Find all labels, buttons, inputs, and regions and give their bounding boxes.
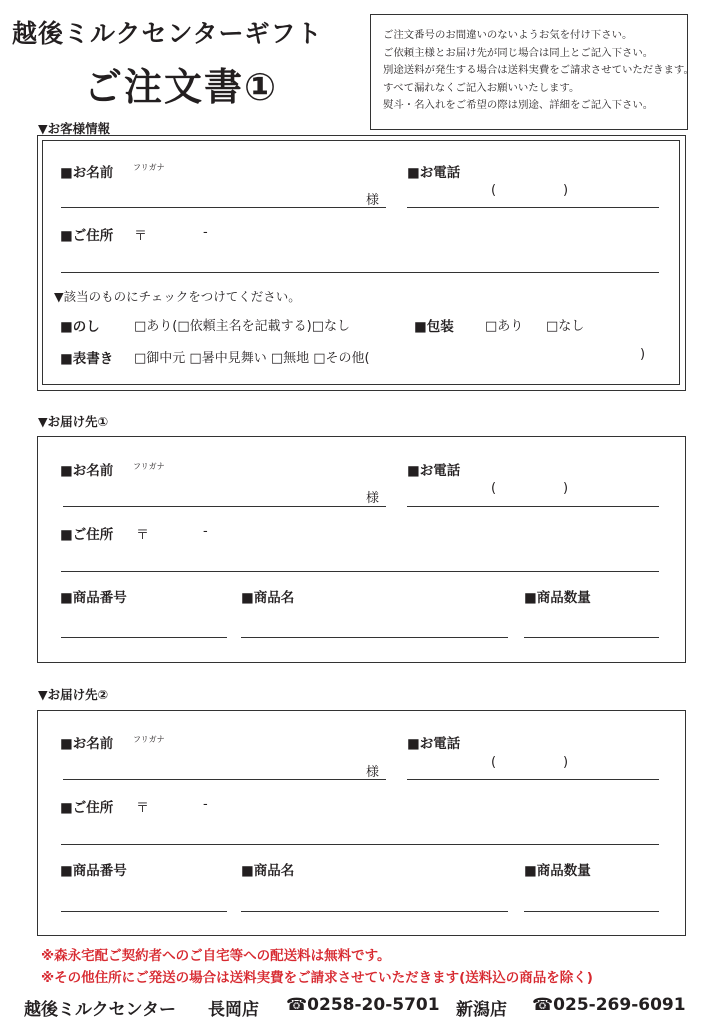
footer-phone-nagaoka: ☎0258-20-5701 — [286, 995, 440, 1015]
notice-line: 熨斗・名入れをご希望の際は別途、詳細をご記入下さい。 — [383, 99, 654, 112]
delivery1-phone-label: ■お電話 — [407, 463, 461, 479]
delivery2-product-no-label: ■商品番号 — [60, 863, 127, 879]
delivery1-product-no-label: ■商品番号 — [60, 590, 127, 606]
delivery2-sama: 様 — [366, 765, 380, 780]
omote-options[interactable]: □御中元 □暑中見舞い □無地 □その他( — [134, 351, 370, 366]
delivery2-name-field[interactable] — [63, 779, 386, 780]
customer-name-label: ■お名前 — [60, 165, 114, 181]
customer-postal-dash: - — [203, 225, 208, 240]
delivery1-address-field[interactable] — [61, 571, 659, 572]
customer-address-field[interactable] — [61, 272, 659, 273]
notice-box — [370, 14, 694, 130]
delivery1-heading: ▼お届け先① — [38, 414, 109, 429]
delivery2-phone-field[interactable] — [407, 779, 659, 780]
delivery1-quantity-field[interactable] — [524, 637, 659, 638]
customer-heading: ▼お客様情報 — [38, 121, 111, 136]
delivery2-address-field[interactable] — [61, 844, 659, 845]
delivery1-furigana: フリガナ — [133, 462, 165, 471]
delivery2-quantity-label: ■商品数量 — [524, 863, 591, 879]
check-instruction: ▼該当のものにチェックをつけてください。 — [54, 289, 301, 304]
delivery1-quantity-label: ■商品数量 — [524, 590, 591, 606]
delivery1-phone-field[interactable] — [407, 506, 659, 507]
omote-close-paren: ) — [640, 347, 646, 362]
wrap-label: ■包装 — [414, 319, 454, 335]
delivery2-product-name-label: ■商品名 — [241, 863, 295, 879]
delivery1-product-name-label: ■商品名 — [241, 590, 295, 606]
delivery2-address-label: ■ご住所 — [60, 800, 114, 816]
delivery1-postal-mark: 〒 — [136, 528, 150, 543]
delivery1-paren-close: ) — [563, 481, 569, 496]
footer-store-nagaoka: 長岡店 — [208, 1000, 259, 1020]
delivery1-address-label: ■ご住所 — [60, 527, 114, 543]
customer-name-field[interactable] — [61, 207, 386, 208]
shipping-note-free: ※森永宅配ご契約者へのご自宅等への配送料は無料です。 — [41, 948, 391, 964]
wrap-yes-checkbox[interactable]: □あり — [485, 319, 524, 334]
delivery2-heading: ▼お届け先② — [38, 687, 109, 702]
notice-line: 別途送料が発生する場合は送料実費をご請求させていただきます。 — [383, 64, 694, 77]
form-title: ご注文書① — [84, 65, 279, 109]
footer-phone-niigata: ☎025-269-6091 — [532, 995, 686, 1015]
footer-store-niigata: 新潟店 — [456, 1000, 507, 1020]
shipping-note-paid: ※その他住所にご発送の場合は送料実費をご請求させていただきます(送料込の商品を除く) — [41, 970, 593, 986]
brand-title: 越後ミルクセンターギフト — [12, 19, 323, 48]
delivery1-sama: 様 — [366, 491, 380, 506]
delivery2-postal-mark: 〒 — [136, 801, 150, 816]
customer-phone-label: ■お電話 — [407, 165, 461, 181]
footer-company: 越後ミルクセンター — [24, 1000, 176, 1020]
omote-label: ■表書き — [60, 351, 114, 367]
customer-sama: 様 — [366, 193, 380, 208]
notice-line: ご注文番号のお間違いのないようお気を付け下さい。 — [383, 29, 633, 41]
delivery2-postal-dash: - — [203, 797, 208, 812]
wrap-no-checkbox[interactable]: □なし — [546, 319, 585, 334]
delivery1-product-name-field[interactable] — [241, 637, 508, 638]
customer-paren-close: ) — [563, 183, 569, 198]
customer-postal-mark: 〒 — [134, 229, 148, 244]
noshi-label: ■のし — [60, 319, 100, 335]
notice-line: すべて漏れなくご記入お願いいたします。 — [383, 81, 580, 94]
delivery1-name-field[interactable] — [63, 506, 386, 507]
noshi-options[interactable]: □あり(□依頼主名を記載する)□なし — [134, 319, 350, 334]
delivery1-paren-open: ( — [491, 481, 497, 496]
delivery2-quantity-field[interactable] — [524, 911, 659, 912]
delivery1-product-no-field[interactable] — [61, 637, 227, 638]
delivery1-postal-dash: - — [203, 524, 208, 539]
delivery2-phone-label: ■お電話 — [407, 736, 461, 752]
delivery2-product-no-field[interactable] — [61, 911, 227, 912]
notice-line: ご依頼主様とお届け先が同じ場合は同上とご記入下さい。 — [383, 46, 654, 59]
delivery2-paren-close: ) — [563, 755, 569, 770]
customer-paren-open: ( — [491, 183, 497, 198]
customer-furigana: フリガナ — [133, 163, 165, 172]
delivery2-furigana: フリガナ — [133, 735, 165, 744]
customer-address-label: ■ご住所 — [60, 228, 114, 244]
customer-phone-field[interactable] — [407, 207, 659, 208]
delivery2-name-label: ■お名前 — [60, 736, 114, 752]
delivery2-product-name-field[interactable] — [241, 911, 508, 912]
delivery1-name-label: ■お名前 — [60, 463, 114, 479]
delivery2-paren-open: ( — [491, 755, 497, 770]
